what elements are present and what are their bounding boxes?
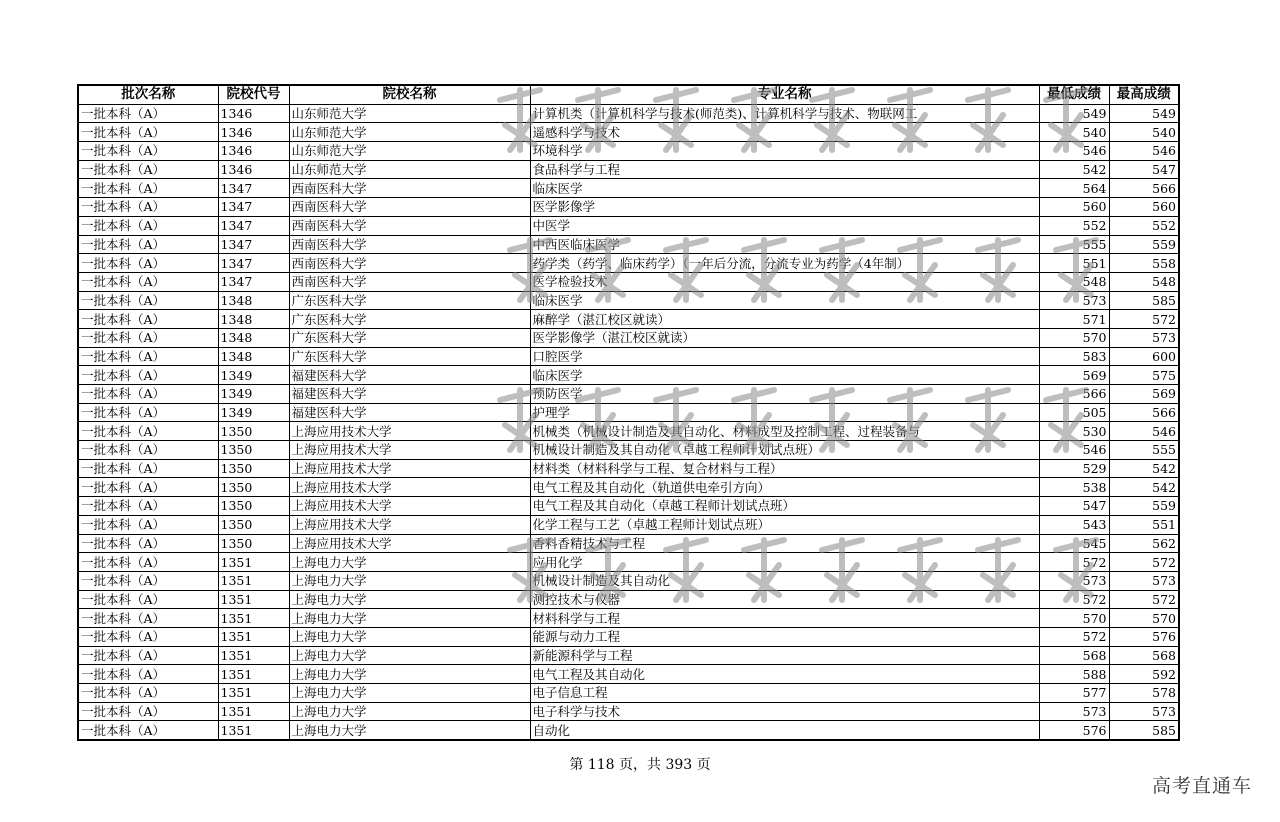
table-row [78,235,1179,254]
batch-cell: 一批本科（A） [78,534,218,553]
major-name-cell: 护理学 [530,403,1039,422]
batch-cell: 一批本科（A） [78,160,218,179]
table-row [78,291,1179,310]
school-code-cell: 1350 [218,441,289,460]
major-name-cell: 能源与动力工程 [530,627,1039,646]
batch-cell: 一批本科（A） [78,216,218,235]
school-name-cell: 广东医科大学 [289,310,530,329]
page-footer: 第 118 页，共 393 页 [569,757,711,773]
max-score-cell: 600 [1109,347,1179,366]
batch-cell: 一批本科（A） [78,123,218,142]
school-code-cell: 1349 [218,366,289,385]
min-score-cell: 542 [1039,160,1109,179]
school-name-cell: 上海电力大学 [289,609,530,628]
major-name-cell: 化学工程与工艺（卓越工程师计划试点班） [530,515,1039,534]
min-score-cell: 546 [1039,441,1109,460]
max-score-cell: 542 [1109,459,1179,478]
major-name-cell: 计算机类（计算机科学与技术(师范类)、计算机科学与技术、物联网工 [530,104,1039,123]
max-score-cell: 570 [1109,609,1179,628]
batch-cell: 一批本科（A） [78,515,218,534]
header-min-score: 最低成绩 [1039,85,1109,104]
batch-cell: 一批本科（A） [78,198,218,217]
max-score-cell: 585 [1109,721,1179,740]
school-code-cell: 1347 [218,216,289,235]
max-score-cell: 559 [1109,235,1179,254]
batch-cell: 一批本科（A） [78,441,218,460]
major-name-cell: 临床医学 [530,291,1039,310]
major-name-cell: 应用化学 [530,553,1039,572]
school-code-cell: 1346 [218,123,289,142]
batch-cell: 一批本科（A） [78,646,218,665]
batch-cell: 一批本科（A） [78,590,218,609]
major-name-cell: 口腔医学 [530,347,1039,366]
batch-cell: 一批本科（A） [78,179,218,198]
school-name-cell: 上海应用技术大学 [289,534,530,553]
min-score-cell: 555 [1039,235,1109,254]
major-name-cell: 机械类（机械设计制造及其自动化、材料成型及控制工程、过程装备与 [530,422,1039,441]
table-row [78,179,1179,198]
table-row [78,385,1179,404]
school-name-cell: 西南医科大学 [289,179,530,198]
school-code-cell: 1347 [218,179,289,198]
school-name-cell: 西南医科大学 [289,235,530,254]
major-name-cell: 食品科学与工程 [530,160,1039,179]
admission-score-table [77,84,1180,741]
brand-logo: 高考直通车 [1151,775,1252,797]
min-score-cell: 546 [1039,142,1109,161]
batch-cell: 一批本科（A） [78,665,218,684]
major-name-cell: 预防医学 [530,385,1039,404]
batch-cell: 一批本科（A） [78,422,218,441]
batch-cell: 一批本科（A） [78,272,218,291]
min-score-cell: 573 [1039,291,1109,310]
school-code-cell: 1350 [218,515,289,534]
school-code-cell: 1351 [218,609,289,628]
major-name-cell: 电子信息工程 [530,684,1039,703]
batch-cell: 一批本科（A） [78,310,218,329]
major-name-cell: 电气工程及其自动化（卓越工程师计划试点班） [530,497,1039,516]
major-name-cell: 环境科学 [530,142,1039,161]
table-row [78,422,1179,441]
school-name-cell: 上海电力大学 [289,646,530,665]
header-school-name: 院校名称 [289,85,530,104]
max-score-cell: 551 [1109,515,1179,534]
batch-cell: 一批本科（A） [78,684,218,703]
major-name-cell: 电子科学与技术 [530,702,1039,721]
min-score-cell: 572 [1039,627,1109,646]
major-name-cell: 电气工程及其自动化 [530,665,1039,684]
header-school-code: 院校代号 [218,85,289,104]
school-name-cell: 广东医科大学 [289,347,530,366]
table-row [78,160,1179,179]
school-code-cell: 1348 [218,310,289,329]
school-code-cell: 1347 [218,235,289,254]
min-score-cell: 545 [1039,534,1109,553]
major-name-cell: 机械设计制造及其自动化（卓越工程师计划试点班） [530,441,1039,460]
table-row [78,702,1179,721]
table-row [78,590,1179,609]
min-score-cell: 566 [1039,385,1109,404]
header-max-score: 最高成绩 [1109,85,1179,104]
school-name-cell: 上海应用技术大学 [289,459,530,478]
table-row [78,684,1179,703]
batch-cell: 一批本科（A） [78,459,218,478]
min-score-cell: 548 [1039,272,1109,291]
table-row [78,347,1179,366]
major-name-cell: 机械设计制造及其自动化 [530,571,1039,590]
max-score-cell: 540 [1109,123,1179,142]
table-row [78,627,1179,646]
max-score-cell: 542 [1109,478,1179,497]
table-body [78,104,1179,740]
min-score-cell: 543 [1039,515,1109,534]
school-name-cell: 上海电力大学 [289,721,530,740]
min-score-cell: 577 [1039,684,1109,703]
max-score-cell: 549 [1109,104,1179,123]
school-code-cell: 1351 [218,627,289,646]
table-row [78,254,1179,273]
batch-cell: 一批本科（A） [78,609,218,628]
school-code-cell: 1351 [218,553,289,572]
school-code-cell: 1349 [218,385,289,404]
school-code-cell: 1351 [218,721,289,740]
school-name-cell: 上海电力大学 [289,684,530,703]
max-score-cell: 575 [1109,366,1179,385]
min-score-cell: 568 [1039,646,1109,665]
batch-cell: 一批本科（A） [78,142,218,161]
table-row [78,403,1179,422]
min-score-cell: 529 [1039,459,1109,478]
school-code-cell: 1351 [218,590,289,609]
school-code-cell: 1347 [218,254,289,273]
min-score-cell: 572 [1039,590,1109,609]
school-name-cell: 山东师范大学 [289,104,530,123]
school-name-cell: 上海应用技术大学 [289,422,530,441]
table-row [78,142,1179,161]
table-row [78,646,1179,665]
batch-cell: 一批本科（A） [78,104,218,123]
max-score-cell: 566 [1109,179,1179,198]
school-code-cell: 1350 [218,497,289,516]
min-score-cell: 573 [1039,571,1109,590]
school-name-cell: 上海电力大学 [289,702,530,721]
max-score-cell: 560 [1109,198,1179,217]
max-score-cell: 573 [1109,571,1179,590]
school-code-cell: 1348 [218,347,289,366]
table-header-row [78,85,1179,104]
school-code-cell: 1351 [218,684,289,703]
min-score-cell: 505 [1039,403,1109,422]
min-score-cell: 583 [1039,347,1109,366]
max-score-cell: 555 [1109,441,1179,460]
major-name-cell: 自动化 [530,721,1039,740]
max-score-cell: 572 [1109,310,1179,329]
table-row [78,123,1179,142]
min-score-cell: 573 [1039,702,1109,721]
school-name-cell: 福建医科大学 [289,403,530,422]
school-name-cell: 西南医科大学 [289,198,530,217]
major-name-cell: 测控技术与仪器 [530,590,1039,609]
major-name-cell: 中医学 [530,216,1039,235]
school-name-cell: 广东医科大学 [289,291,530,310]
major-name-cell: 医学检验技术 [530,272,1039,291]
school-code-cell: 1351 [218,665,289,684]
max-score-cell: 559 [1109,497,1179,516]
major-name-cell: 材料科学与工程 [530,609,1039,628]
school-name-cell: 山东师范大学 [289,160,530,179]
school-code-cell: 1346 [218,104,289,123]
table-row [78,216,1179,235]
major-name-cell: 医学影像学（湛江校区就读） [530,328,1039,347]
max-score-cell: 552 [1109,216,1179,235]
table-row [78,366,1179,385]
table-row [78,553,1179,572]
major-name-cell: 新能源科学与工程 [530,646,1039,665]
table-row [78,515,1179,534]
school-code-cell: 1347 [218,198,289,217]
major-name-cell: 香料香精技术与工程 [530,534,1039,553]
min-score-cell: 549 [1039,104,1109,123]
school-name-cell: 上海应用技术大学 [289,497,530,516]
max-score-cell: 562 [1109,534,1179,553]
max-score-cell: 569 [1109,385,1179,404]
major-name-cell: 中西医临床医学 [530,235,1039,254]
table-row [78,198,1179,217]
major-name-cell: 临床医学 [530,179,1039,198]
table-row [78,328,1179,347]
batch-cell: 一批本科（A） [78,291,218,310]
school-name-cell: 山东师范大学 [289,142,530,161]
school-code-cell: 1351 [218,571,289,590]
max-score-cell: 592 [1109,665,1179,684]
batch-cell: 一批本科（A） [78,553,218,572]
school-name-cell: 上海应用技术大学 [289,441,530,460]
school-name-cell: 上海电力大学 [289,553,530,572]
school-code-cell: 1350 [218,422,289,441]
school-name-cell: 上海电力大学 [289,627,530,646]
table-row [78,478,1179,497]
table-row [78,441,1179,460]
school-code-cell: 1351 [218,702,289,721]
max-score-cell: 572 [1109,590,1179,609]
table-row [78,609,1179,628]
major-name-cell: 麻醉学（湛江校区就读） [530,310,1039,329]
min-score-cell: 551 [1039,254,1109,273]
max-score-cell: 566 [1109,403,1179,422]
school-code-cell: 1351 [218,646,289,665]
school-name-cell: 上海电力大学 [289,590,530,609]
batch-cell: 一批本科（A） [78,235,218,254]
batch-cell: 一批本科（A） [78,347,218,366]
min-score-cell: 588 [1039,665,1109,684]
major-name-cell: 临床医学 [530,366,1039,385]
school-name-cell: 广东医科大学 [289,328,530,347]
school-name-cell: 上海电力大学 [289,665,530,684]
batch-cell: 一批本科（A） [78,254,218,273]
max-score-cell: 572 [1109,553,1179,572]
table-row [78,721,1179,740]
table-row [78,459,1179,478]
max-score-cell: 573 [1109,328,1179,347]
school-code-cell: 1346 [218,160,289,179]
major-name-cell: 电气工程及其自动化（轨道供电牵引方向） [530,478,1039,497]
min-score-cell: 576 [1039,721,1109,740]
min-score-cell: 570 [1039,328,1109,347]
max-score-cell: 547 [1109,160,1179,179]
school-name-cell: 西南医科大学 [289,254,530,273]
batch-cell: 一批本科（A） [78,328,218,347]
header-batch: 批次名称 [78,85,218,104]
major-name-cell: 医学影像学 [530,198,1039,217]
table-row [78,497,1179,516]
min-score-cell: 552 [1039,216,1109,235]
table-row [78,665,1179,684]
batch-cell: 一批本科（A） [78,702,218,721]
school-name-cell: 上海电力大学 [289,571,530,590]
major-name-cell: 遥感科学与技术 [530,123,1039,142]
table-row [78,571,1179,590]
batch-cell: 一批本科（A） [78,366,218,385]
school-code-cell: 1350 [218,459,289,478]
min-score-cell: 540 [1039,123,1109,142]
school-name-cell: 山东师范大学 [289,123,530,142]
max-score-cell: 576 [1109,627,1179,646]
table-row [78,104,1179,123]
table-row [78,534,1179,553]
batch-cell: 一批本科（A） [78,721,218,740]
school-code-cell: 1350 [218,534,289,553]
max-score-cell: 546 [1109,422,1179,441]
table-row [78,272,1179,291]
header-major-name: 专业名称 [530,85,1039,104]
min-score-cell: 564 [1039,179,1109,198]
min-score-cell: 560 [1039,198,1109,217]
table-row [78,310,1179,329]
school-name-cell: 上海应用技术大学 [289,478,530,497]
min-score-cell: 547 [1039,497,1109,516]
max-score-cell: 546 [1109,142,1179,161]
min-score-cell: 572 [1039,553,1109,572]
batch-cell: 一批本科（A） [78,385,218,404]
batch-cell: 一批本科（A） [78,478,218,497]
major-name-cell: 药学类（药学、临床药学）（一年后分流，分流专业为药学（4年制） [530,254,1039,273]
major-name-cell: 材料类（材料科学与工程、复合材料与工程） [530,459,1039,478]
max-score-cell: 568 [1109,646,1179,665]
batch-cell: 一批本科（A） [78,403,218,422]
school-name-cell: 西南医科大学 [289,216,530,235]
school-code-cell: 1348 [218,291,289,310]
batch-cell: 一批本科（A） [78,571,218,590]
school-code-cell: 1346 [218,142,289,161]
max-score-cell: 573 [1109,702,1179,721]
school-code-cell: 1349 [218,403,289,422]
max-score-cell: 585 [1109,291,1179,310]
min-score-cell: 571 [1039,310,1109,329]
min-score-cell: 538 [1039,478,1109,497]
max-score-cell: 578 [1109,684,1179,703]
school-code-cell: 1350 [218,478,289,497]
school-code-cell: 1347 [218,272,289,291]
school-name-cell: 福建医科大学 [289,366,530,385]
batch-cell: 一批本科（A） [78,627,218,646]
min-score-cell: 530 [1039,422,1109,441]
min-score-cell: 569 [1039,366,1109,385]
max-score-cell: 548 [1109,272,1179,291]
school-code-cell: 1348 [218,328,289,347]
min-score-cell: 570 [1039,609,1109,628]
school-name-cell: 上海应用技术大学 [289,515,530,534]
school-name-cell: 西南医科大学 [289,272,530,291]
max-score-cell: 558 [1109,254,1179,273]
school-name-cell: 福建医科大学 [289,385,530,404]
batch-cell: 一批本科（A） [78,497,218,516]
